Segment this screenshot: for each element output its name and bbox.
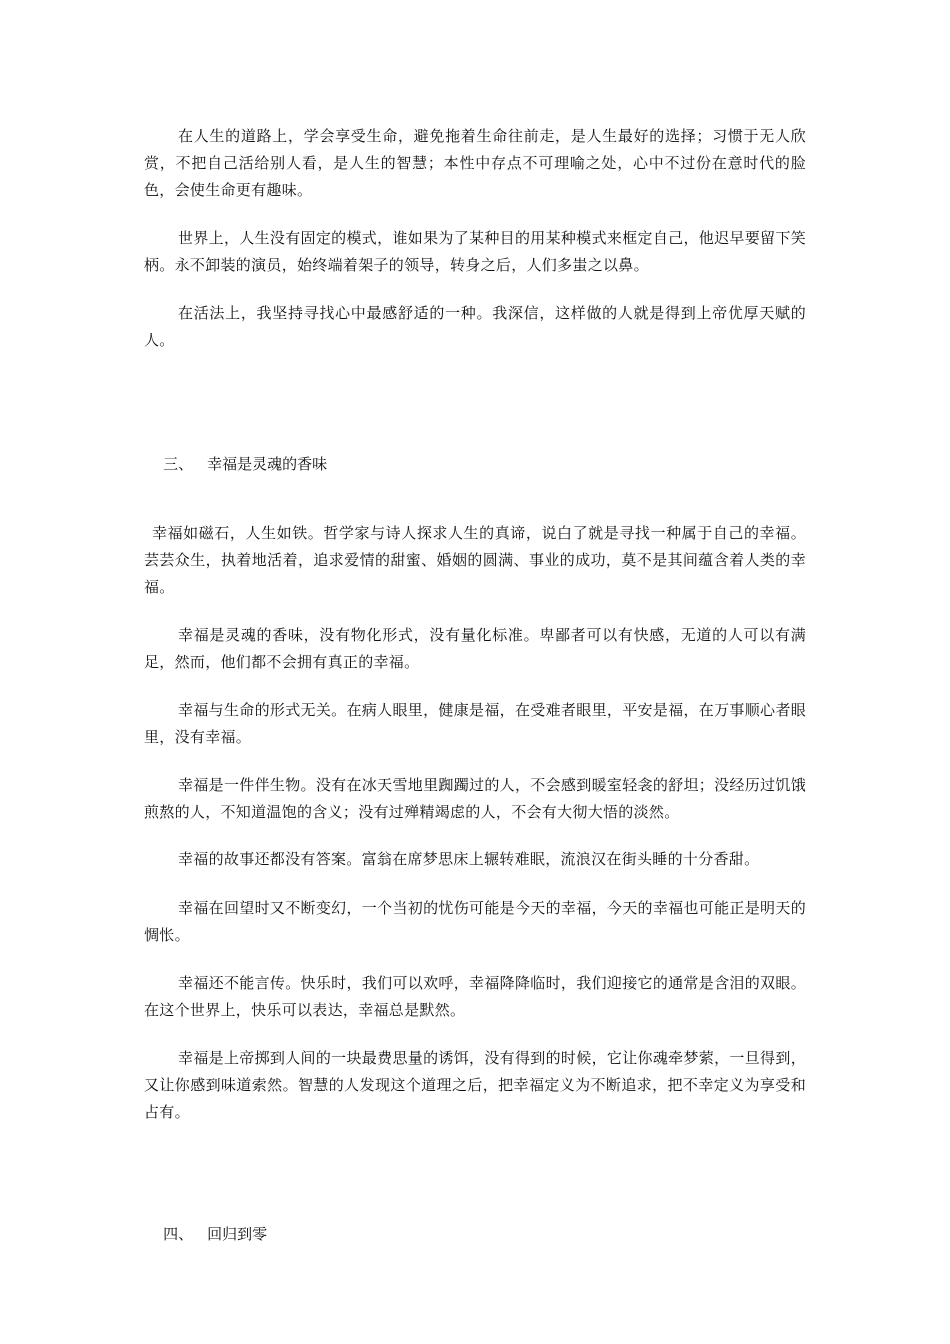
- paragraph: 幸福还不能言传。快乐时，我们可以欢呼，幸福降降临时，我们迎接它的通常是含泪的双眼。在这个世界上，快乐可以表达，幸福总是默然。: [144, 974, 806, 1019]
- paragraph: 幸福与生命的形式无关。在病人眼里，健康是福，在受难者眼里，平安是福，在万事顺心者眼里，没有幸福。: [144, 701, 806, 746]
- section-heading-three: [144, 424, 327, 505]
- section-title: 回归到零: [207, 1225, 268, 1243]
- section-title: 幸福是灵魂的香味: [207, 455, 328, 473]
- paragraph: 幸福是灵魂的香味，没有物化形式，没有量化标准。卑鄙者可以有快感，无道的人可以有满足，然而，他们都不会拥有真正的幸福。: [144, 626, 806, 671]
- section-number: 四、: [163, 1225, 194, 1243]
- section-heading-four: [144, 1194, 267, 1275]
- paragraph: 幸福是上帝掷到人间的一块最费思量的诱饵，没有得到的时候，它让你魂牵梦萦，一旦得到，又让你感到味道索然。智慧的人发现这个道理之后，把幸福定义为不断追求，把不幸定义为享受和占有。: [144, 1049, 806, 1121]
- paragraph: 幸福的故事还都没有答案。富翁在席梦思床上辗转难眠，流浪汉在街头睡的十分香甜。: [178, 850, 760, 868]
- paragraph: 世界上，人生没有固定的模式，谁如果为了某种目的用某种模式来框定自己，他迟早要留下笑柄。永不卸装的演员，始终端着架子的领导，转身之后，人们多蚩之以鼻。: [144, 229, 806, 274]
- paragraph: 在人生的道路上，学会享受生命，避免拖着生命往前走，是人生最好的选择；习惯于无人欣赏，不把自己活给别人看，是人生的智慧；本性中存点不可理喻之处，心中不过份在意时代的脸色，会使生命更有趣味。: [144, 127, 806, 199]
- section-number: 三、: [163, 455, 194, 473]
- paragraph: 幸福是一件伴生物。没有在冰天雪地里踟躅过的人，不会感到暖室轻衾的舒坦；没经历过饥饿煎熬的人，不知道温饱的含义；没有过殚精竭虑的人，不会有大彻大悟的淡然。: [144, 776, 806, 821]
- paragraph: 幸福如磁石，人生如铁。哲学家与诗人探求人生的真谛，说白了就是寻找一种属于自己的幸福。芸芸众生，执着地活着，追求爱情的甜蜜、婚姻的圆满、事业的成功，莫不是其间蕴含着人类的幸福。: [144, 524, 806, 596]
- paragraph: 在活法上，我坚持寻找心中最感舒适的一种。我深信，这样做的人就是得到上帝优厚天赋的人。: [144, 304, 806, 349]
- paragraph: 幸福在回望时又不断变幻，一个当初的忧伤可能是今天的幸福，今天的幸福也可能正是明天的惆怅。: [144, 899, 806, 944]
